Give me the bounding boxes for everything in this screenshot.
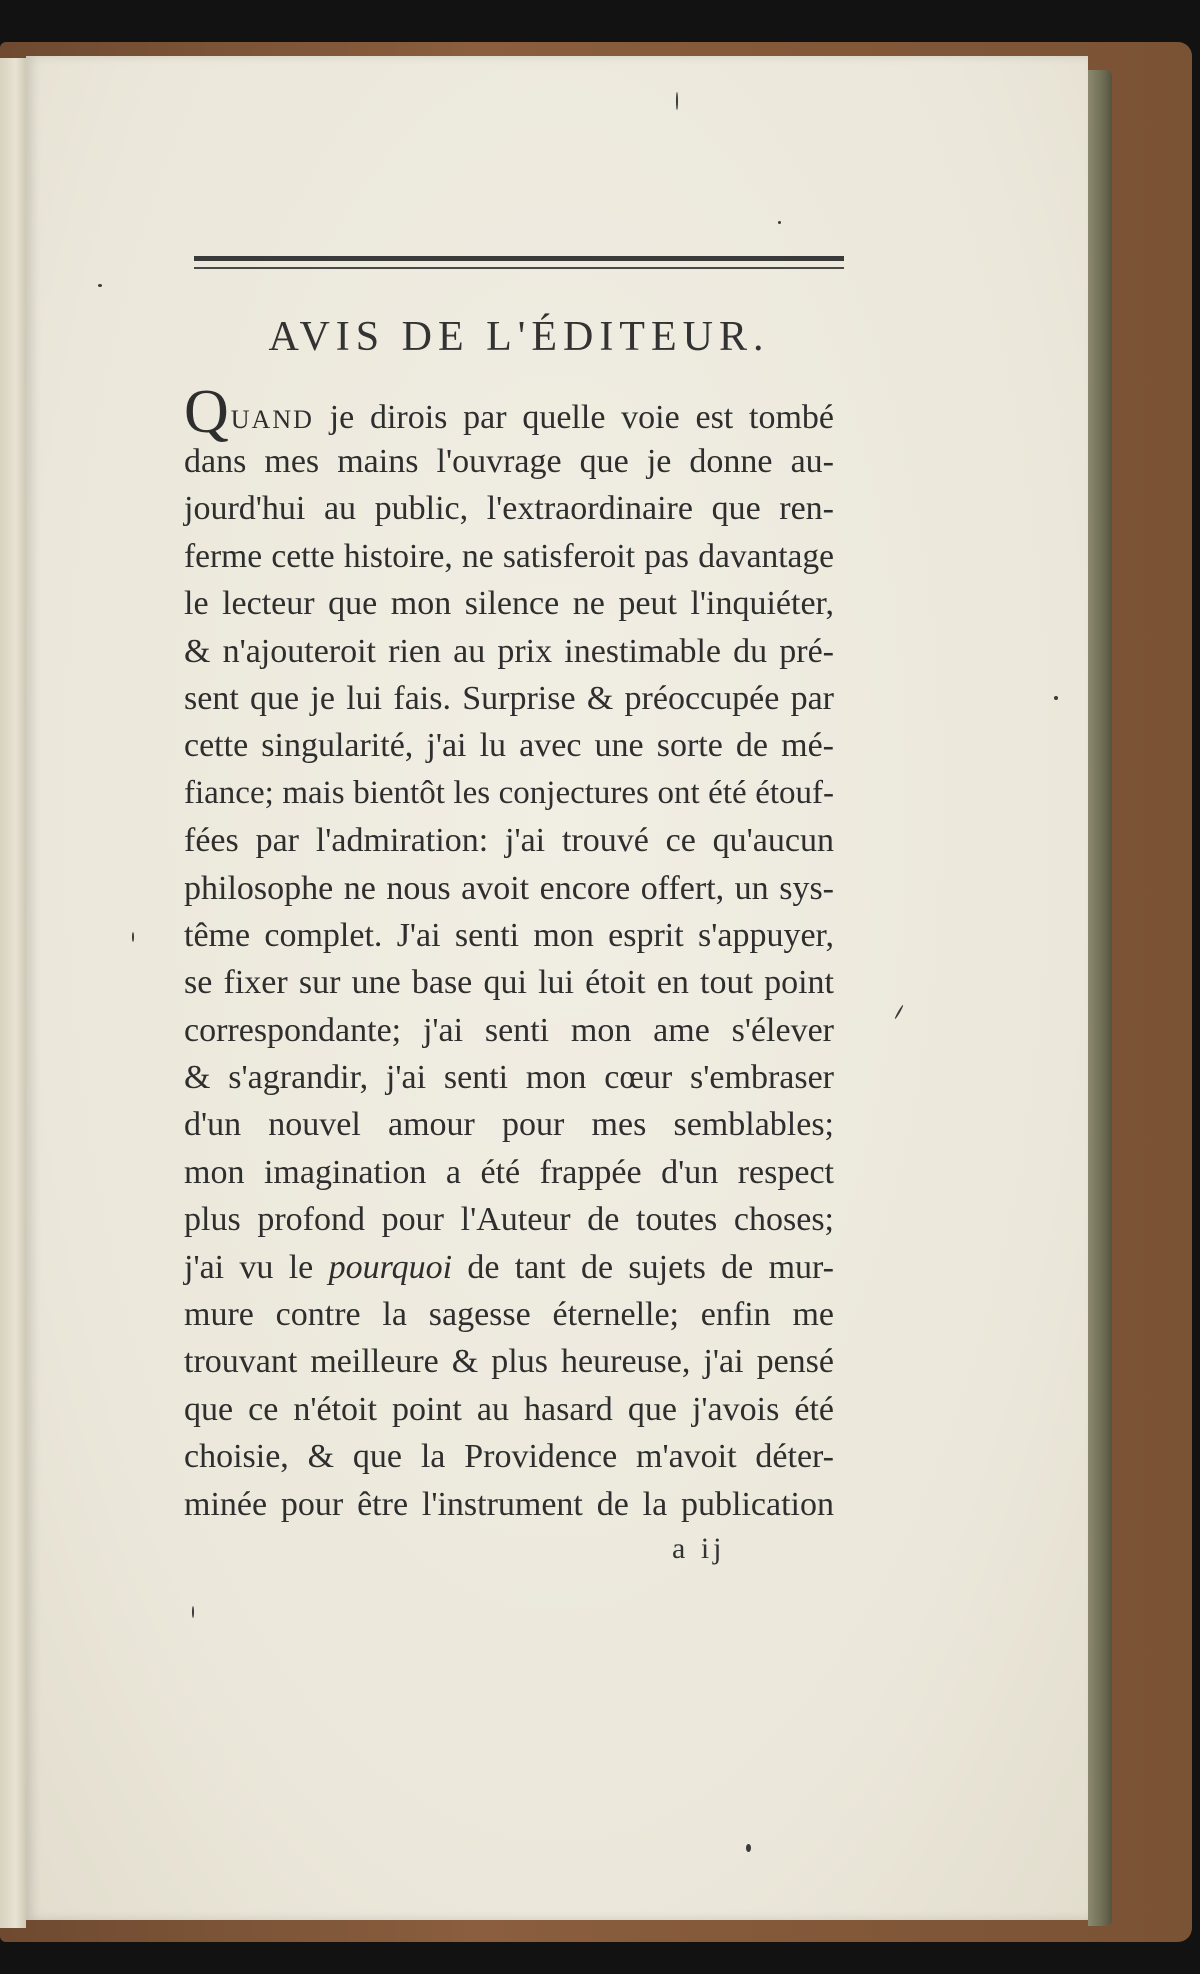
first-word-smallcaps: UAND xyxy=(230,405,314,434)
text-line-with-italic xyxy=(184,1244,834,1291)
text-line: mure contre la sagesse éternelle; enfin me xyxy=(184,1296,834,1334)
text-line-content: je dirois par quelle voie est tombé xyxy=(329,399,834,436)
text-line: mon imagination a été frappée d'un respect xyxy=(184,1153,834,1191)
signature-mark: a ij xyxy=(672,1532,726,1565)
text-line: correspondante; j'ai senti mon ame s'élever xyxy=(184,1011,834,1049)
text-line: jourd'hui au public, l'extraordinaire que ren- xyxy=(184,490,834,528)
header-rule-thin xyxy=(194,267,844,269)
text-line: & n'ajouteroit rien au prix inestimable du pré- xyxy=(184,632,834,670)
text-line: cette singularité, j'ai lu avec une sorte de mé- xyxy=(184,727,834,765)
text-line: plus profond pour l'Auteur de toutes choses; xyxy=(184,1201,834,1239)
page-speck xyxy=(1054,696,1058,700)
page-heading: AVIS DE L'ÉDITEUR. xyxy=(268,314,770,360)
body-text xyxy=(184,378,834,1528)
page-speck xyxy=(746,1844,751,1852)
text-line: sent que je lui fais. Surprise & préoccupée par xyxy=(184,679,834,717)
page-speck xyxy=(778,221,781,224)
page-speck xyxy=(676,92,678,110)
text-line: minée pour être l'instrument de la publication xyxy=(184,1485,834,1523)
italic-word: pourquoi xyxy=(328,1248,453,1286)
page-speck xyxy=(192,1606,194,1618)
text-line-content: j'ai vu le pourquoi de tant de sujets de mur- xyxy=(184,1248,834,1286)
text-line: trouvant meilleure & plus heureuse, j'ai pensé xyxy=(184,1343,834,1381)
page-speck xyxy=(98,284,102,287)
cover-edge xyxy=(1088,70,1112,1926)
text-line: que ce n'étoit point au hasard que j'avois été xyxy=(184,1390,834,1428)
text-line: se fixer sur une base qui lui étoit en tout point xyxy=(184,964,834,1002)
text-line: fées par l'admiration: j'ai trouvé ce qu'aucun xyxy=(184,822,834,860)
text-line: fiance; mais bientôt les conjectures ont été étouf- xyxy=(184,774,834,811)
text-line-1 xyxy=(184,378,834,446)
drop-cap: Q xyxy=(184,378,229,446)
text-line: philosophe ne nous avoit encore offert, un sys- xyxy=(184,869,834,907)
text-line: choisie, & que la Providence m'avoit déter- xyxy=(184,1438,834,1476)
text-line: ferme cette histoire, ne satisferoit pas davantage xyxy=(184,537,834,575)
text-line: & s'agrandir, j'ai senti mon cœur s'embraser xyxy=(184,1059,834,1097)
text-line: d'un nouvel amour pour mes semblables; xyxy=(184,1106,834,1144)
text-line: tême complet. J'ai senti mon esprit s'appuyer, xyxy=(184,916,834,954)
page-speck xyxy=(132,932,134,942)
text-line: dans mes mains l'ouvrage que je donne au- xyxy=(184,443,834,480)
page-speck xyxy=(894,1005,904,1020)
text-line: le lecteur que mon silence ne peut l'inquiéter, xyxy=(184,585,834,623)
facing-page-edge xyxy=(0,58,26,1928)
header-rule-thick xyxy=(194,256,844,261)
